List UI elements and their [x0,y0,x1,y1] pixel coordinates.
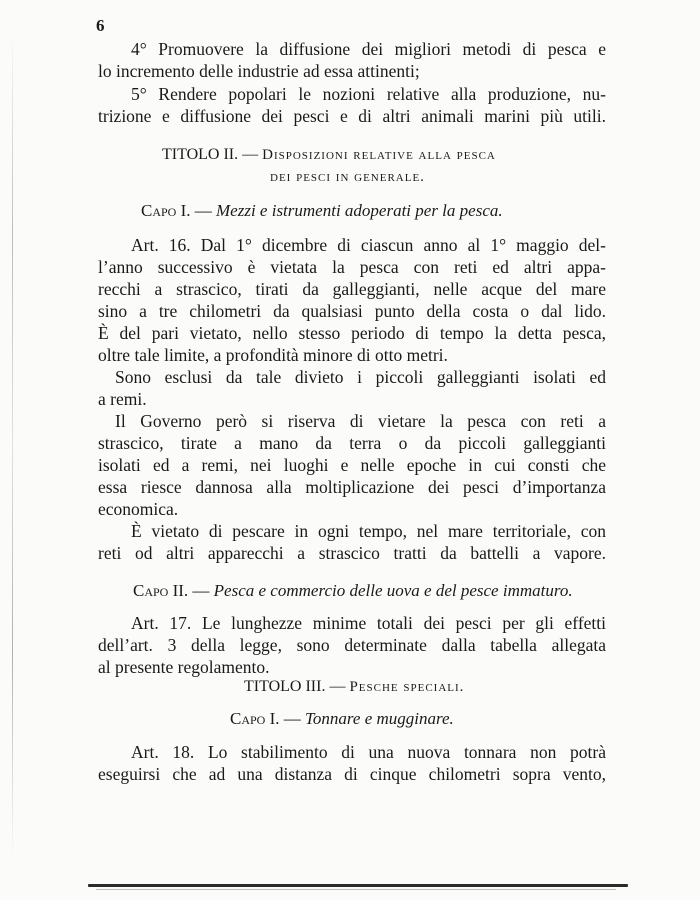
art16-line-7: Sono esclusi da tale divieto i piccoli galleggianti isolati ed [115,367,606,387]
art16-line-13: economica. [98,499,179,519]
art16-line-3: recchi a strascico, tirati da galleggianti, nelle acque del mare [98,279,606,299]
art16-line-8: a remi. [98,389,147,409]
art16-line-2: l’anno successivo è vietata la pesca con reti ed altri appa- [98,257,606,277]
page-edge-shadow [12,30,13,860]
titolo-2-subheading [270,167,425,187]
titolo-3-label: TITOLO III. — [244,678,346,695]
capo-1-title: Mezzi e istrumenti adoperati per la pesca. [216,201,503,220]
art16-line-14: È vietato di pescare in ogni tempo, nel mare territoriale, con [131,521,606,541]
art16-line-1: Art. 16. Dal 1° dicembre di ciascun anno al 1° maggio del- [131,235,606,255]
art16-line-15: reti od altri apparecchi a strascico tratti da battelli a vapore. [98,543,606,563]
capo-1-label: Capo I. — [141,201,212,220]
art16-line-4: sino a tre chilometri da qualsiasi punto della costa o dal lido. [98,301,606,321]
art16-line-5: È del pari vietato, nello stesso periodo di tempo la detta pesca, [98,323,606,343]
art17-line-3: al presente regolamento. [98,657,270,677]
intro-line-3: 5° Rendere popolari le nozioni relative alla produzione, nu- [131,84,606,104]
titolo-2-heading [162,145,496,165]
bottom-rule-shadow [96,889,616,890]
capo-2-heading [133,580,573,602]
art16-line-6: oltre tale limite, a profondità minore di otto metri. [98,345,448,365]
art16-line-9: Il Governo però si riserva di vietare la pesca con reti a [115,411,606,431]
art16-line-12: essa riesce dannosa alla moltiplicazione dei pesci d’importanza [98,477,606,497]
capo-2-title: Pesca e commercio delle uova e del pesce immaturo. [213,581,573,600]
titolo-2-label: TITOLO II. — [162,146,259,163]
capo-2-label: Capo II. — [133,581,210,600]
titolo-2-heading-line1: Disposizioni relative alla pesca [262,147,496,163]
intro-line-4: trizione e diffusione dei pesci e di altri animali marini più utili. [98,106,606,126]
capo-3-label: Capo I. — [230,709,301,728]
titolo-2-heading-line2: dei pesci in generale. [270,169,425,185]
titolo-3-heading [244,677,464,697]
capo-1-heading [141,200,503,222]
intro-line-1: 4° Promuovere la diffusione dei migliori metodi di pesca e [131,39,606,59]
page-number: 6 [96,16,105,35]
capo-3-title: Tonnare e mugginare. [305,709,454,728]
titolo-3-heading-text: Pesche speciali. [349,679,465,695]
bottom-rule [88,884,628,887]
art17-line-2: dell’art. 3 della legge, sono determinate dalla tabella allegata [98,635,606,655]
art16-line-11: isolati ed a remi, nei luoghi e nelle epoche in cui consti che [98,455,606,475]
art17-line-1: Art. 17. Le lunghezze minime totali dei pesci per gli effetti [131,613,606,633]
capo-3-heading [230,708,454,730]
art18-line-1: Art. 18. Lo stabilimento di una nuova tonnara non potrà [131,742,606,762]
art18-line-2: eseguirsi che ad una distanza di cinque chilometri sopra vento, [98,764,606,784]
intro-line-2: lo incremento delle industrie ad essa attinenti; [98,61,420,81]
art16-line-10: strascico, tirate a mano da terra o da piccoli galleggianti [98,433,606,453]
